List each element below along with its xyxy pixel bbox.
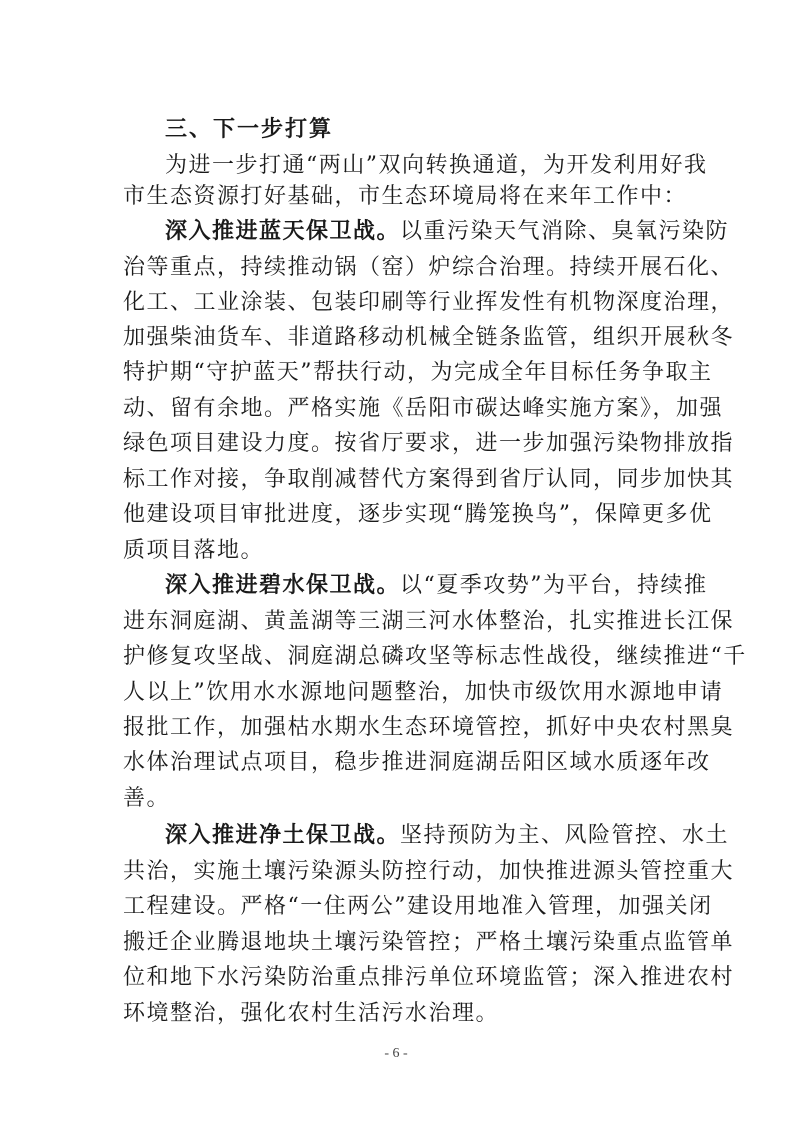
clear-water-first-line	[165, 570, 708, 602]
clear-water-line-6: 水体治理试点项目，稳步推进洞庭湖岳阳区域水质逐年改	[123, 750, 711, 775]
pure-soil-line-6: 环境整治，强化农村生活污水治理。	[123, 1001, 500, 1026]
blue-sky-line-3: 化工、工业涂装、包装印刷等行业挥发性有机物深度治理，	[123, 290, 735, 315]
pure-soil-first-line	[165, 820, 730, 852]
blue-sky-first-line	[165, 216, 730, 248]
pure-soil-line-1: 坚持预防为主、风险管控、水土	[400, 823, 730, 848]
pure-soil-line-3: 工程建设。严格“一住两公”建设用地准入管理，加强关闭	[123, 894, 713, 919]
blue-sky-line-2: 治等重点，持续推动锅（窑）炉综合治理。持续开展石化、	[123, 255, 735, 280]
pure-soil-line-4: 搬迁企业腾退地块土壤污染管控；严格土壤污染重点监管单	[123, 930, 735, 955]
section-heading: 三、下一步打算	[165, 117, 334, 142]
blue-sky-line-8: 标工作对接，争取削减替代方案得到省厅认同，同步加快其	[123, 467, 735, 492]
clear-water-lead: 深入推进碧水保卫战。	[165, 573, 401, 598]
pure-soil-line-2: 共治，实施土壤污染源头防控行动，加快推进源头管控重大	[123, 859, 735, 884]
pure-soil-line-5: 位和地下水污染防治重点排污单位环境监管；深入推进农村	[123, 965, 735, 990]
clear-water-line-4: 人以上”饮用水水源地问题整治，加快市级饮用水源地申请	[123, 680, 724, 705]
clear-water-line-7: 善。	[123, 786, 171, 811]
blue-sky-line-10: 质项目落地。	[123, 538, 265, 563]
blue-sky-line-1: 以重污染天气消除、臭氧污染防	[400, 219, 730, 244]
clear-water-line-3: 护修复攻坚战、洞庭湖总磷攻坚等标志性战役，继续推进“千	[123, 644, 747, 669]
pure-soil-lead: 深入推进净土保卫战。	[165, 823, 401, 848]
blue-sky-line-9: 他建设项目审批进度，逐步实现“腾笼换鸟”，保障更多优	[123, 502, 713, 527]
blue-sky-line-6: 动、留有余地。严格实施《岳阳市碳达峰实施方案》，加强	[123, 396, 724, 421]
blue-sky-line-7: 绿色项目建设力度。按省厅要求，进一步加强污染物排放指	[123, 431, 735, 456]
intro-line-1: 为进一步打通“两山”双向转换通道，为开发利用好我	[165, 153, 708, 178]
blue-sky-line-4: 加强柴油货车、非道路移动机械全链条监管，组织开展秋冬	[123, 325, 735, 350]
clear-water-line-5: 报批工作，加强枯水期水生态环境管控，抓好中央农村黑臭	[123, 715, 735, 740]
page-number: - 6 -	[384, 1046, 408, 1061]
clear-water-line-1: 以“夏季攻势”为平台，持续推	[400, 573, 708, 598]
blue-sky-lead: 深入推进蓝天保卫战。	[165, 219, 401, 244]
blue-sky-line-5: 特护期“守护蓝天”帮扶行动，为完成全年目标任务争取主	[123, 360, 713, 385]
clear-water-line-2: 进东洞庭湖、黄盖湖等三湖三河水体整治，扎实推进长江保	[123, 609, 735, 634]
intro-line-2: 市生态资源打好基础，市生态环境局将在来年工作中：	[123, 184, 688, 209]
